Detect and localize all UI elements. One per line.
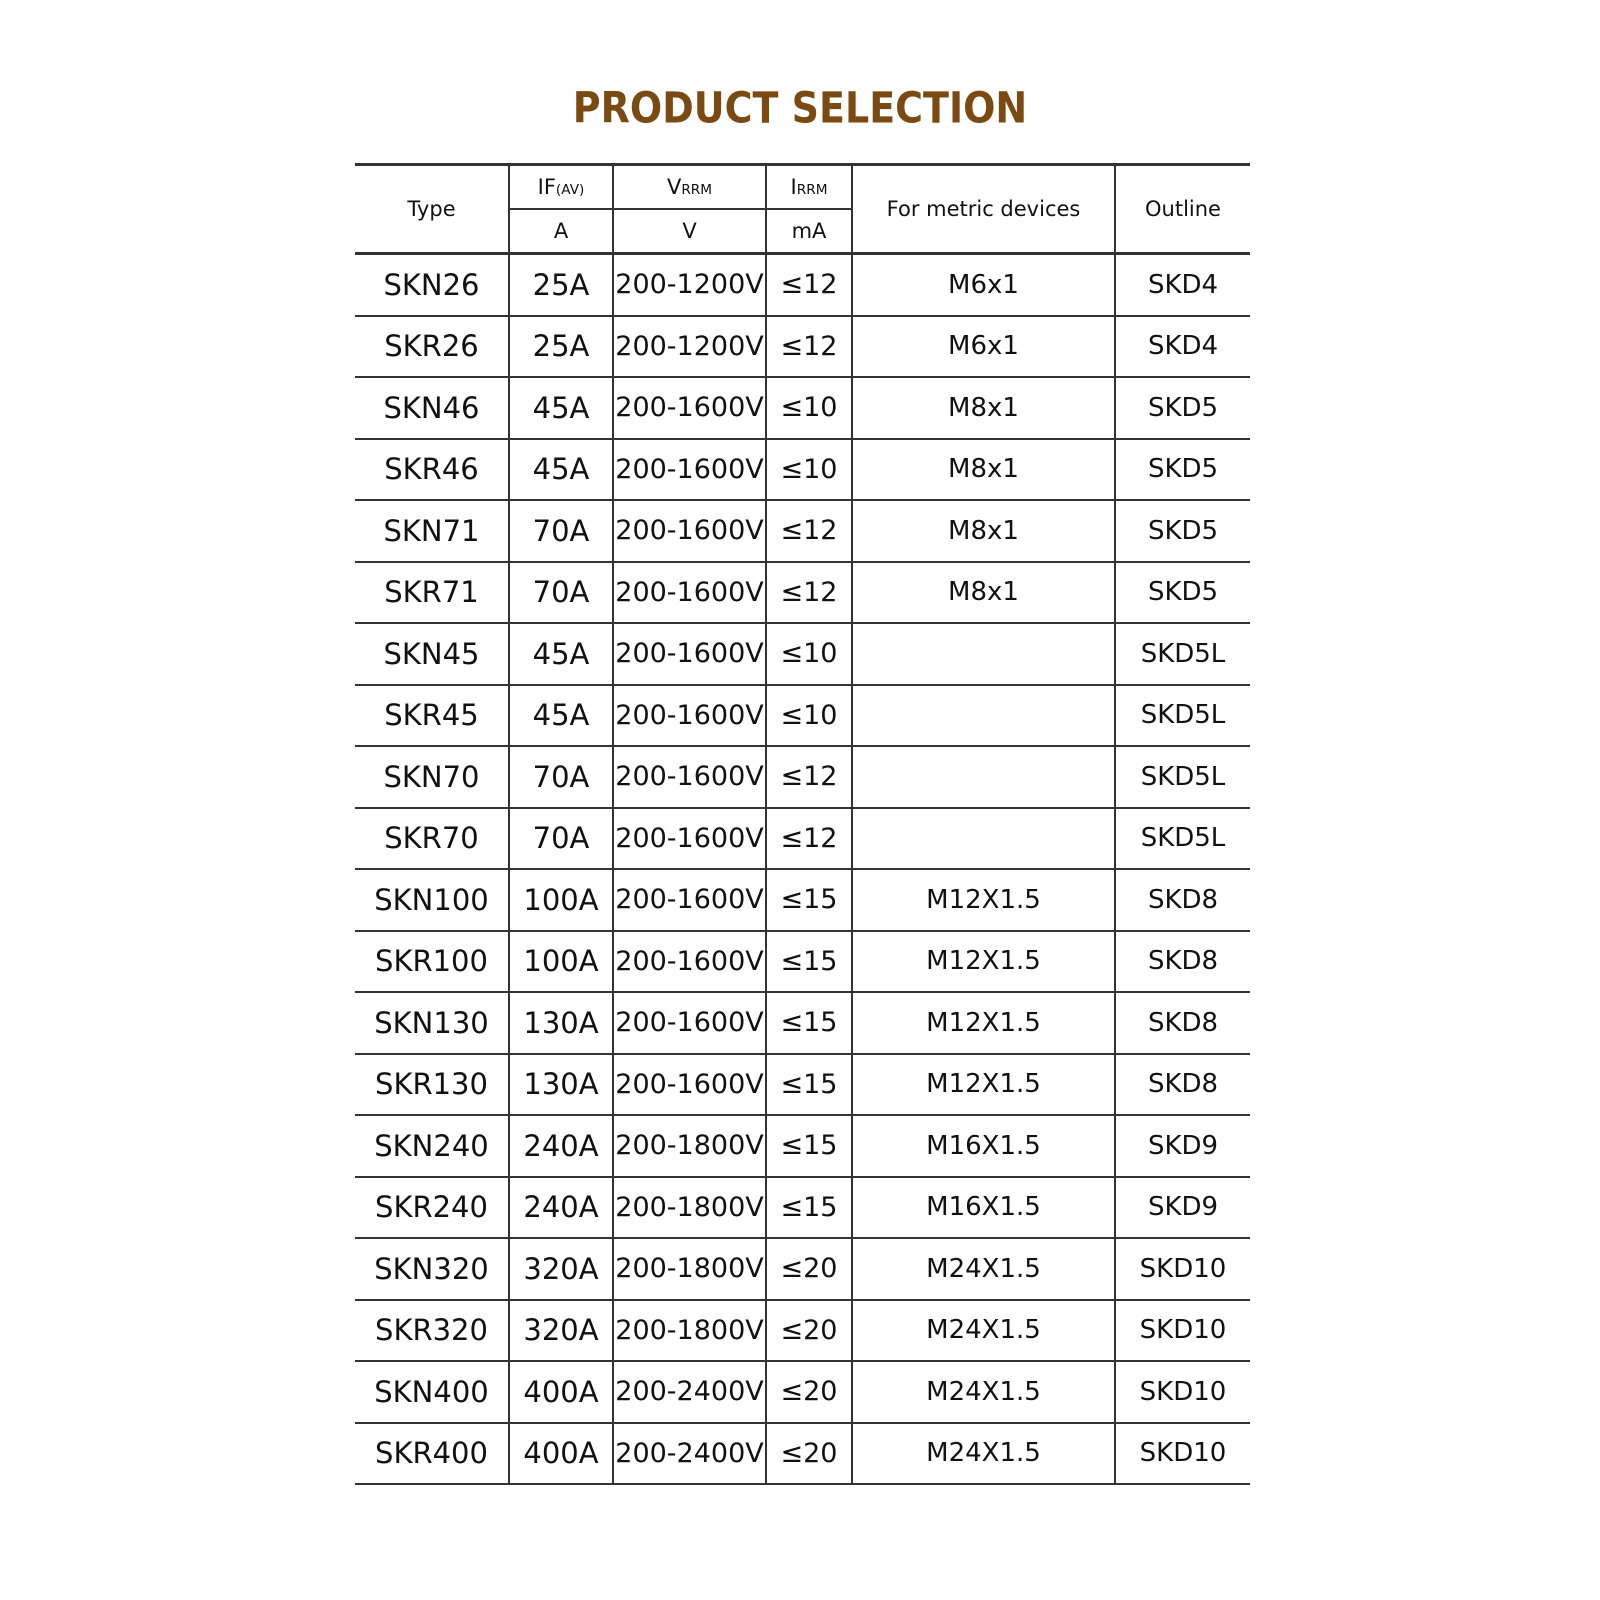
table-row [355,746,1250,808]
cell-outline: SKD5 [1115,500,1250,562]
cell-type: SKN130 [355,992,509,1054]
cell-if-av: 45A [509,685,613,747]
cell-vrrm: 200-1600V [613,992,766,1054]
cell-type: SKR320 [355,1300,509,1362]
header-type [355,165,509,254]
cell-type: SKN400 [355,1361,509,1423]
cell-vrrm: 200-1600V [613,1054,766,1116]
cell-metric-device: M24X1.5 [852,1423,1115,1485]
cell-type: SKR70 [355,808,509,870]
cell-vrrm: 200-1600V [613,869,766,931]
header-outline [1115,165,1250,254]
header-if-unit: A [509,209,613,254]
table-row [355,1054,1250,1116]
cell-irrm: ≤10 [766,685,852,747]
table-row [355,931,1250,993]
table-row [355,1361,1250,1423]
cell-outline: SKD5L [1115,685,1250,747]
cell-metric-device: M8x1 [852,377,1115,439]
product-selection-table [355,163,1250,1485]
cell-irrm: ≤12 [766,500,852,562]
page-title: PRODUCT SELECTION [572,83,1028,133]
cell-irrm: ≤10 [766,623,852,685]
cell-outline: SKD4 [1115,254,1250,316]
cell-outline: SKD8 [1115,1054,1250,1116]
header-vrrm-subscript: RRM [681,182,713,198]
cell-outline: SKD10 [1115,1361,1250,1423]
cell-type: SKN46 [355,377,509,439]
cell-type: SKR100 [355,931,509,993]
cell-outline: SKD5 [1115,377,1250,439]
cell-vrrm: 200-2400V [613,1423,766,1485]
header-outline-label: Outline [1145,197,1221,221]
table-row [355,1115,1250,1177]
cell-metric-device: M8x1 [852,439,1115,501]
cell-outline: SKD10 [1115,1238,1250,1300]
cell-metric-device: M24X1.5 [852,1238,1115,1300]
cell-metric-device: M6x1 [852,316,1115,378]
cell-outline: SKD10 [1115,1300,1250,1362]
cell-irrm: ≤15 [766,1054,852,1116]
cell-if-av: 320A [509,1238,613,1300]
table-row [355,869,1250,931]
cell-irrm: ≤20 [766,1423,852,1485]
cell-vrrm: 200-1200V [613,316,766,378]
header-if-symbol: IF [537,175,556,199]
header-metric [852,165,1115,254]
cell-irrm: ≤12 [766,254,852,316]
cell-outline: SKD8 [1115,992,1250,1054]
header-if-subscript: (AV) [555,182,585,198]
cell-type: SKR240 [355,1177,509,1239]
cell-vrrm: 200-1800V [613,1115,766,1177]
cell-vrrm: 200-1600V [613,931,766,993]
cell-type: SKN240 [355,1115,509,1177]
cell-vrrm: 200-1800V [613,1238,766,1300]
cell-type: SKR400 [355,1423,509,1485]
table-row [355,439,1250,501]
cell-irrm: ≤12 [766,808,852,870]
cell-type: SKN71 [355,500,509,562]
cell-outline: SKD5 [1115,562,1250,624]
cell-type: SKR130 [355,1054,509,1116]
header-vrrm [613,165,766,210]
header-row-labels [355,165,1250,210]
cell-outline: SKD5L [1115,623,1250,685]
cell-irrm: ≤10 [766,377,852,439]
cell-outline: SKD5L [1115,808,1250,870]
table-row [355,316,1250,378]
table-row [355,1300,1250,1362]
cell-outline: SKD4 [1115,316,1250,378]
cell-if-av: 45A [509,439,613,501]
cell-irrm: ≤15 [766,869,852,931]
cell-metric-device [852,746,1115,808]
cell-if-av: 130A [509,1054,613,1116]
table-row [355,992,1250,1054]
cell-if-av: 400A [509,1423,613,1485]
table-row [355,1177,1250,1239]
cell-irrm: ≤20 [766,1361,852,1423]
cell-metric-device: M12X1.5 [852,931,1115,993]
cell-metric-device: M12X1.5 [852,992,1115,1054]
cell-if-av: 25A [509,316,613,378]
cell-vrrm: 200-1200V [613,254,766,316]
cell-irrm: ≤20 [766,1300,852,1362]
cell-vrrm: 200-1600V [613,623,766,685]
cell-outline: SKD9 [1115,1115,1250,1177]
cell-if-av: 400A [509,1361,613,1423]
cell-metric-device: M12X1.5 [852,1054,1115,1116]
cell-vrrm: 200-1600V [613,685,766,747]
header-metric-label: For metric devices [886,197,1081,221]
cell-vrrm: 200-1800V [613,1300,766,1362]
cell-type: SKR71 [355,562,509,624]
cell-vrrm: 200-1600V [613,377,766,439]
header-type-label: Type [407,197,456,221]
cell-outline: SKD10 [1115,1423,1250,1485]
table-row [355,1238,1250,1300]
header-if [509,165,613,210]
cell-vrrm: 200-1600V [613,439,766,501]
cell-metric-device [852,623,1115,685]
cell-type: SKR26 [355,316,509,378]
cell-metric-device: M12X1.5 [852,869,1115,931]
table-row [355,808,1250,870]
cell-outline: SKD8 [1115,931,1250,993]
cell-if-av: 70A [509,746,613,808]
cell-type: SKN100 [355,869,509,931]
cell-irrm: ≤10 [766,439,852,501]
cell-irrm: ≤15 [766,931,852,993]
cell-type: SKN70 [355,746,509,808]
table-row [355,254,1250,316]
cell-irrm: ≤12 [766,562,852,624]
cell-irrm: ≤12 [766,316,852,378]
header-irrm-unit: mA [766,209,852,254]
cell-outline: SKD8 [1115,869,1250,931]
cell-type: SKR45 [355,685,509,747]
table-row [355,623,1250,685]
cell-if-av: 25A [509,254,613,316]
cell-vrrm: 200-2400V [613,1361,766,1423]
cell-metric-device: M8x1 [852,500,1115,562]
cell-vrrm: 200-1800V [613,1177,766,1239]
table-row [355,500,1250,562]
cell-irrm: ≤15 [766,1177,852,1239]
cell-type: SKR46 [355,439,509,501]
cell-metric-device: M24X1.5 [852,1361,1115,1423]
table-row [355,377,1250,439]
cell-type: SKN320 [355,1238,509,1300]
cell-irrm: ≤20 [766,1238,852,1300]
cell-if-av: 70A [509,500,613,562]
cell-irrm: ≤15 [766,1115,852,1177]
cell-metric-device [852,808,1115,870]
cell-outline: SKD5L [1115,746,1250,808]
cell-if-av: 130A [509,992,613,1054]
table-row [355,685,1250,747]
cell-if-av: 100A [509,869,613,931]
header-vrrm-symbol: V [666,175,682,199]
cell-vrrm: 200-1600V [613,500,766,562]
header-vrrm-unit: V [613,209,766,254]
header-irrm [766,165,852,210]
cell-type: SKN45 [355,623,509,685]
table-header [355,165,1250,254]
cell-if-av: 320A [509,1300,613,1362]
cell-if-av: 240A [509,1177,613,1239]
cell-vrrm: 200-1600V [613,808,766,870]
cell-outline: SKD9 [1115,1177,1250,1239]
header-irrm-symbol: I [790,175,797,199]
table-row [355,1423,1250,1485]
cell-outline: SKD5 [1115,439,1250,501]
cell-if-av: 45A [509,377,613,439]
cell-metric-device: M16X1.5 [852,1177,1115,1239]
cell-irrm: ≤12 [766,746,852,808]
cell-vrrm: 200-1600V [613,746,766,808]
cell-if-av: 45A [509,623,613,685]
header-irrm-subscript: RRM [796,182,828,198]
cell-metric-device: M8x1 [852,562,1115,624]
cell-if-av: 70A [509,562,613,624]
cell-metric-device: M24X1.5 [852,1300,1115,1362]
cell-metric-device [852,685,1115,747]
table-row [355,562,1250,624]
cell-if-av: 240A [509,1115,613,1177]
cell-metric-device: M6x1 [852,254,1115,316]
cell-vrrm: 200-1600V [613,562,766,624]
table-body [355,254,1250,1485]
cell-if-av: 100A [509,931,613,993]
cell-metric-device: M16X1.5 [852,1115,1115,1177]
cell-type: SKN26 [355,254,509,316]
cell-irrm: ≤15 [766,992,852,1054]
cell-if-av: 70A [509,808,613,870]
